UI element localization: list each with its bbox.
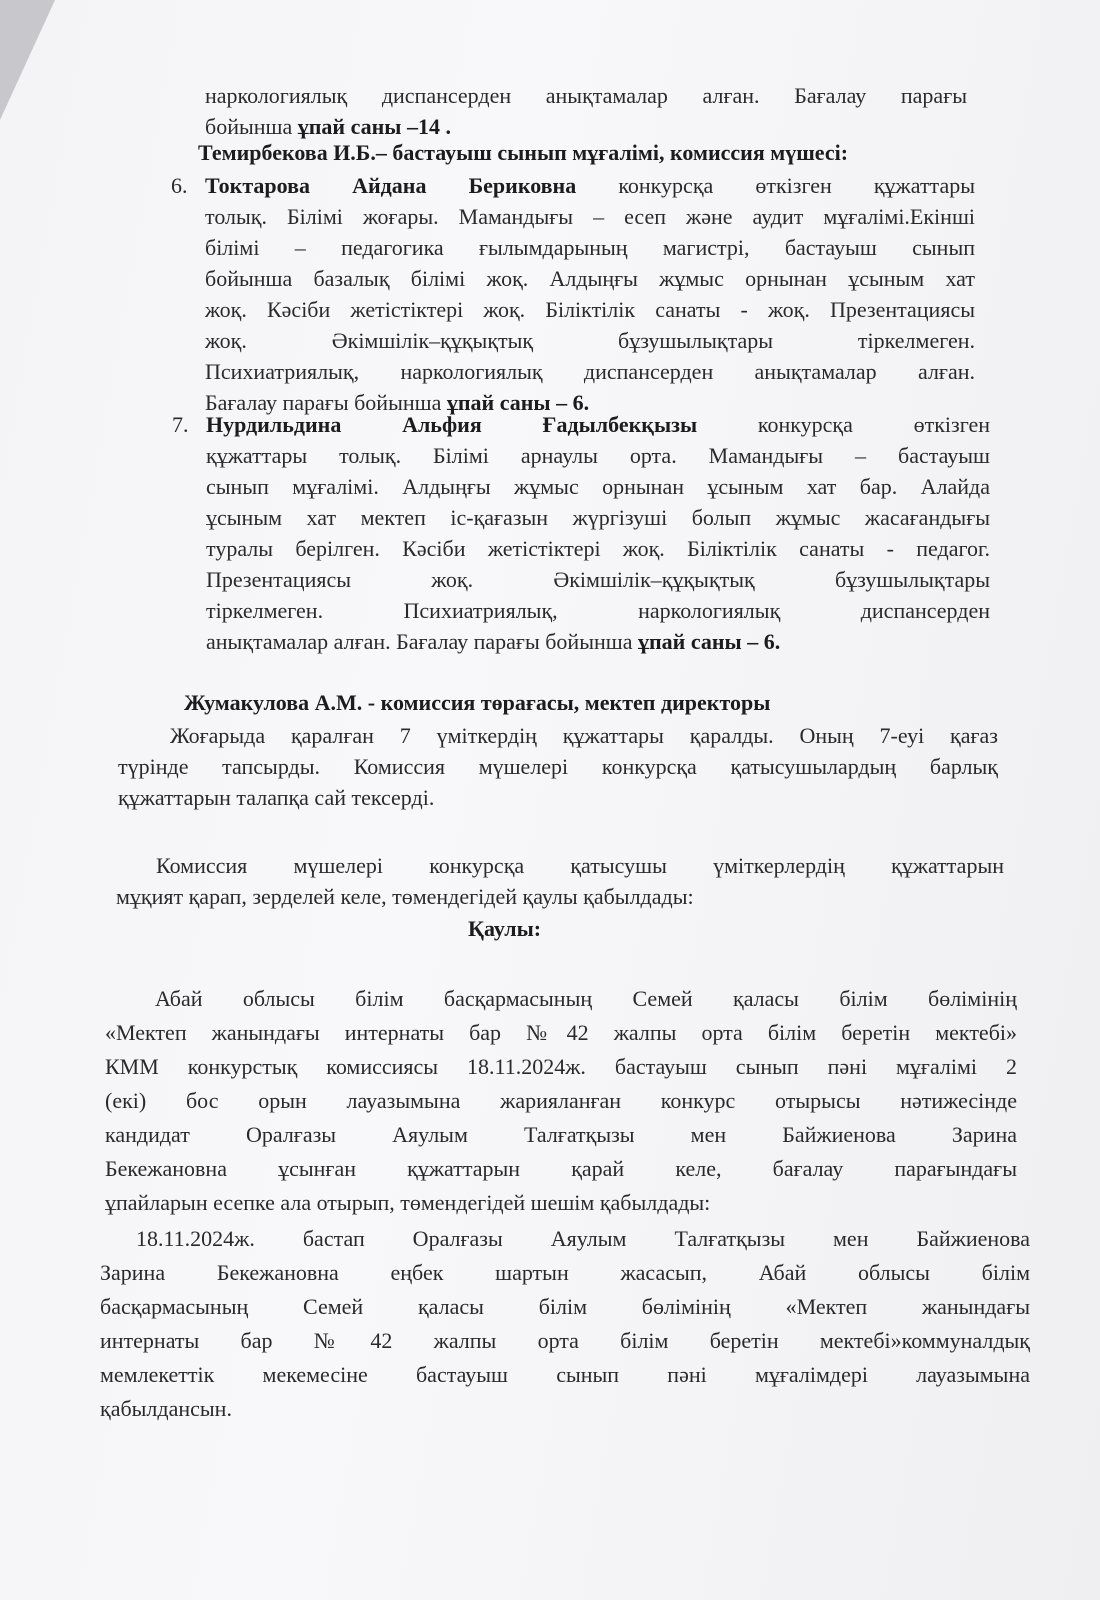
text-line: (екі) бос орын лауазымына жарияланған конкурс отырысы нәтижесінде [105,1088,1017,1113]
decision-paragraph-2 [100,1222,1030,1426]
chair-heading: Жумакулова А.М. - комиссия төрағасы, мектеп директоры [184,690,771,715]
text-line: анықтамалар алған. Бағалау парағы бойынша ұпай саны – 6. [206,629,781,654]
text-line: наркологиялық диспансерден анықтамалар алған. Бағалау парағы [205,83,967,108]
text-line: Нурдильдина Альфия Ғадылбекқызы конкурсқа өткізген [206,412,990,437]
text-line: жоқ. Кәсіби жетістіктері жоқ. Біліктілік санаты - жоқ. Презентациясы [205,297,975,322]
chair-paragraph [118,720,998,813]
score-text: ұпай саны –14 . [297,114,451,139]
decision-paragraph-1 [105,982,1017,1220]
text-line: Презентациясы жоқ. Әкімшілік–құқықтық бұзушылықтары [206,567,990,592]
score-text: ұпай саны – 6. [637,629,781,654]
candidate-name: Токтарова Айдана Бериковна [205,173,577,198]
text-line: толық. Білімі жоғары. Мамандығы – есеп және аудит мұғалімі.Екінші [205,204,975,229]
text-line: Комиссия мүшелері конкурсқа қатысушы үміткерлердің құжаттарын [156,853,1004,878]
item5-ending [205,80,967,142]
candidate-name: Нурдильдина Альфия Ғадылбекқызы [206,412,698,437]
item-number: 7. [172,412,189,437]
members-paragraph [116,850,1004,912]
text-line: 18.11.2024ж. бастап Оралғазы Аяулым Талғатқызы мен Байжиенова [136,1226,1030,1251]
text-line: КММ конкурстық комиссиясы 18.11.2024ж. бастауыш сынып пәні мұғалімі 2 [105,1054,1017,1079]
score-text: ұпай саны – 6. [446,390,590,415]
text-line: ұсыным хат мектеп іс-қағазын жүргізуші болып жұмыс жасағандығы [206,505,990,530]
text-line: қабылдансын. [100,1396,232,1421]
candidate-item-7 [172,409,990,657]
text-line: Токтарова Айдана Бериковна конкурсқа өткізген құжаттары [205,173,975,198]
text-line: түрінде тапсырды. Комиссия мүшелері конкурсқа қатысушылардың барлық [118,754,998,779]
item-number: 6. [171,173,188,198]
text-line: интернаты бар №42 жалпы орта білім беретін мектебі»коммуналдық [100,1328,1030,1353]
decision-title: Қаулы: [468,916,542,941]
text-line: бойынша базалық білімі жоқ. Алдыңғы жұмыс орнынан ұсыным хат [205,266,975,291]
text-line: жоқ. Әкімшілік–құқықтық бұзушылықтары тіркелмеген. [205,328,975,353]
text-line: Зарина Бекежановна еңбек шартын жасасып, Абай облысы білім [100,1260,1030,1285]
text-line: Абай облысы білім басқармасының Семей қаласы білім бөлімінің [155,986,1017,1011]
text-line: Бекежановна ұсынған құжаттарын қарай келе, бағалау парағындағы [105,1156,1017,1181]
candidate-item-6 [171,170,975,418]
text-line: құжаттары толық. Білімі арнаулы орта. Мамандығы – бастауыш [206,443,990,468]
page-fold-corner [0,0,55,120]
text-line: «Мектеп жанындағы интернаты бар №42 жалпы орта білім беретін мектебі» [105,1020,1017,1045]
text-line: Жоғарыда қаралған 7 үміткердің құжаттары қаралды. Оның 7-еуі қағаз [170,723,998,748]
text-line: білімі – педагогика ғылымдарының магистрі, бастауыш сынып [205,235,975,260]
text-line: туралы берілген. Кәсіби жетістіктері жоқ. Біліктілік санаты - педагог. [206,536,990,561]
text-line: бойынша ұпай саны –14 . [205,114,451,139]
text-line: Психиатриялық, наркологиялық диспансерден анықтамалар алған. [205,359,975,384]
text-line: мемлекеттік мекемесіне бастауыш сынып пәні мұғалімдері лауазымына [100,1362,1030,1387]
text-line: құжаттарын талапқа сай тексерді. [118,785,435,810]
text-line: кандидат Оралғазы Аяулым Талғатқызы мен Байжиенова Зарина [105,1122,1017,1147]
member-heading: Темирбекова И.Б.– бастауыш сынып мұғалімі, комиссия мүшесі: [198,140,849,165]
text-line: ұпайларын есепке ала отырып, төмендегідей шешім қабылдады: [105,1190,711,1215]
text-line: мұқият қарап, зерделей келе, төмендегідей қаулы қабылдады: [116,884,694,909]
text-line: басқармасының Семей қаласы білім бөлімінің «Мектеп жанындағы [100,1294,1030,1319]
text-line: Бағалау парағы бойынша ұпай саны – 6. [205,390,590,415]
text-line: тіркелмеген. Психиатриялық, наркологиялық диспансерден [206,598,990,623]
text-line: сынып мұғалімі. Алдыңғы жұмыс орнынан ұсыным хат бар. Алайда [206,474,990,499]
